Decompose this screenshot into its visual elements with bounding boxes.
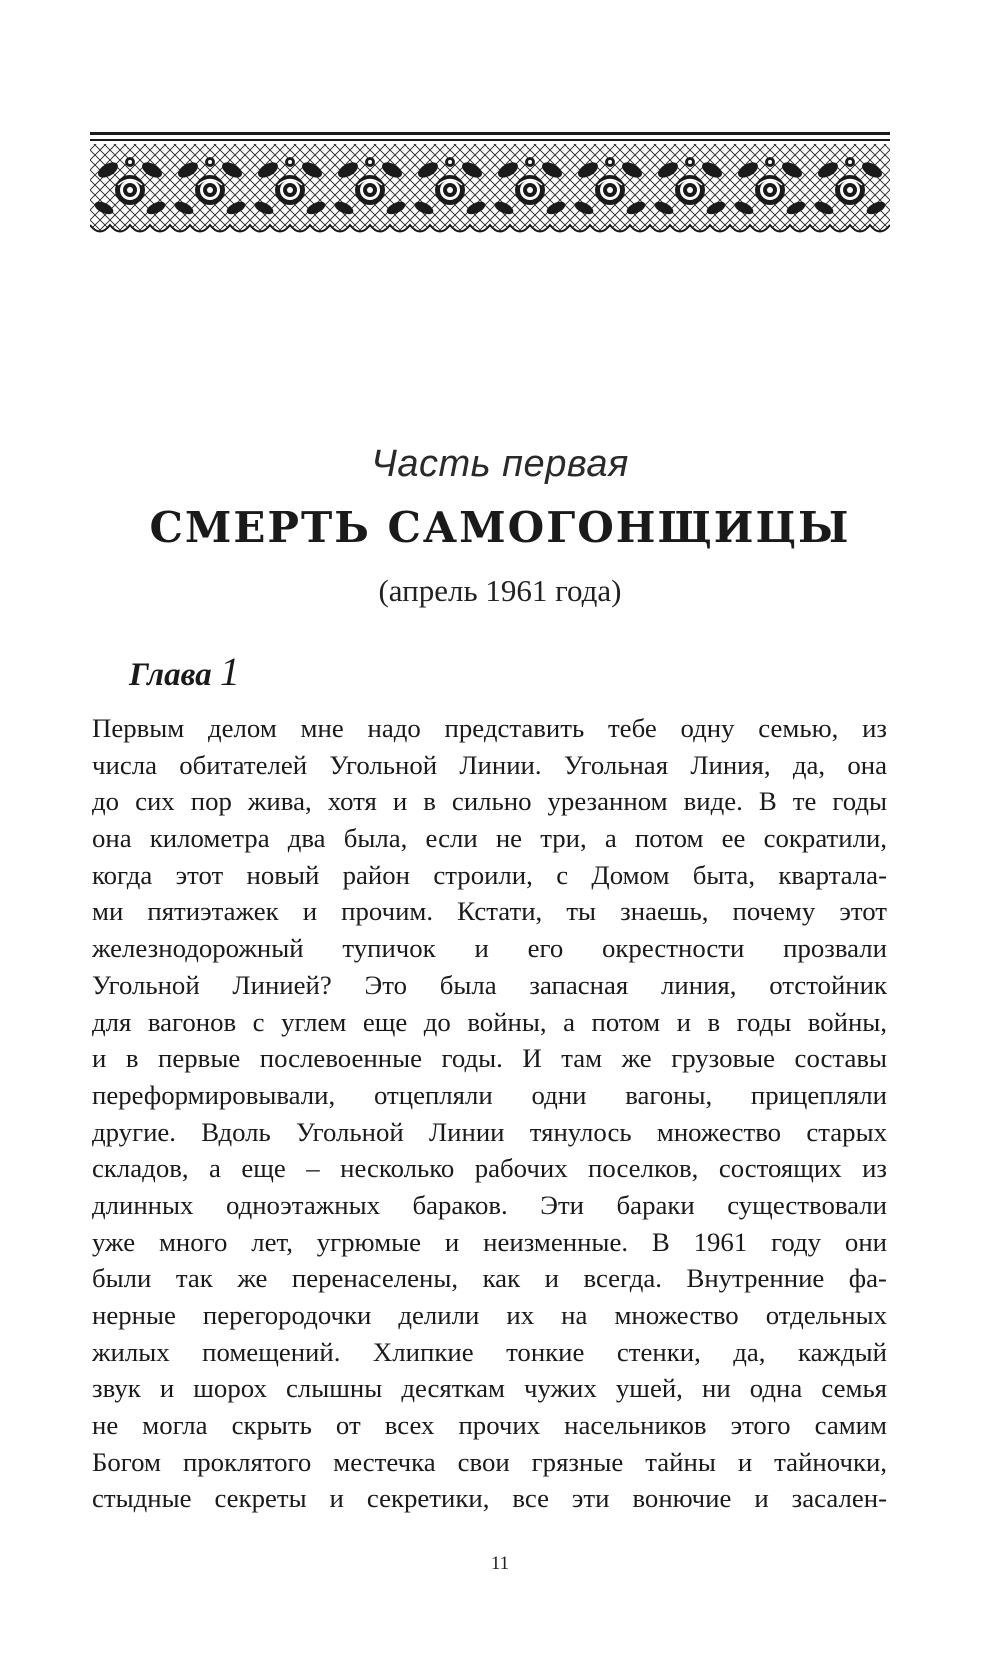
text-line: звук и шорох слышны десяткам чужих ушей, ни одна семья [92, 1373, 887, 1404]
text-line: она километра два была, если не три, а потом ее сократили, [92, 823, 887, 854]
text-line: ми пятиэтажек и прочим. Кстати, ты знаешь, почему этот [92, 896, 887, 927]
part-subtitle: Часть первая [371, 443, 629, 485]
text-line: до сих пор жива, хотя и в сильно урезанном виде. В те годы [92, 786, 887, 817]
text-line: складов, а еще – несколько рабочих поселков, состоящих из [92, 1153, 887, 1184]
text-line: и в первые послевоенные годы. И там же грузовые составы [92, 1043, 887, 1074]
part-date: (апрель 1961 года) [378, 573, 622, 608]
text-line: числа обитателей Угольной Линии. Угольная Линия, да, она [92, 749, 887, 780]
text-line: переформировывали, отцепляли одни вагоны, прицепляли [92, 1079, 887, 1110]
text-line: стыдные секреты и секретики, все эти вонючие и засален- [92, 1483, 887, 1514]
chapter-label: Глава [129, 657, 212, 693]
text-line: когда этот новый район строили, с Домом быта, квартала- [92, 859, 887, 890]
chapter-heading [129, 648, 240, 695]
text-line: уже много лет, угрюмые и неизменные. В 1961 году они [92, 1226, 887, 1257]
chapter-number: 1 [219, 649, 240, 694]
text-line: были так же перенаселены, как и всегда. Внутренние фа- [92, 1263, 887, 1294]
text-line: не могла скрыть от всех прочих насельников этого самим [92, 1410, 887, 1441]
text-line: жилых помещений. Хлипкие тонкие стенки, да, каждый [92, 1336, 887, 1367]
text-line: Угольной Линией? Это была запасная линия, отстойник [92, 969, 887, 1000]
text-line: длинных одноэтажных бараков. Эти бараки существовали [92, 1189, 887, 1220]
page-number: 11 [490, 1553, 510, 1574]
body-text [92, 710, 887, 1517]
text-line: для вагонов с углем еще до войны, а потом и в годы войны, [92, 1006, 887, 1037]
text-line: железнодорожный тупичок и его окрестности прозвали [92, 933, 887, 964]
lace-ornament [90, 130, 890, 240]
text-line: другие. Вдоль Угольной Линии тянулось множество старых [92, 1116, 887, 1147]
text-line: Богом проклятого местечка свои грязные тайны и тайночки, [92, 1446, 887, 1477]
part-title: СМЕРТЬ САМОГОНЩИЦЫ [149, 503, 851, 552]
text-line: Первым делом мне надо представить тебе одну семью, из [92, 713, 887, 743]
text-line: нерные перегородочки делили их на множество отдельных [92, 1300, 887, 1330]
